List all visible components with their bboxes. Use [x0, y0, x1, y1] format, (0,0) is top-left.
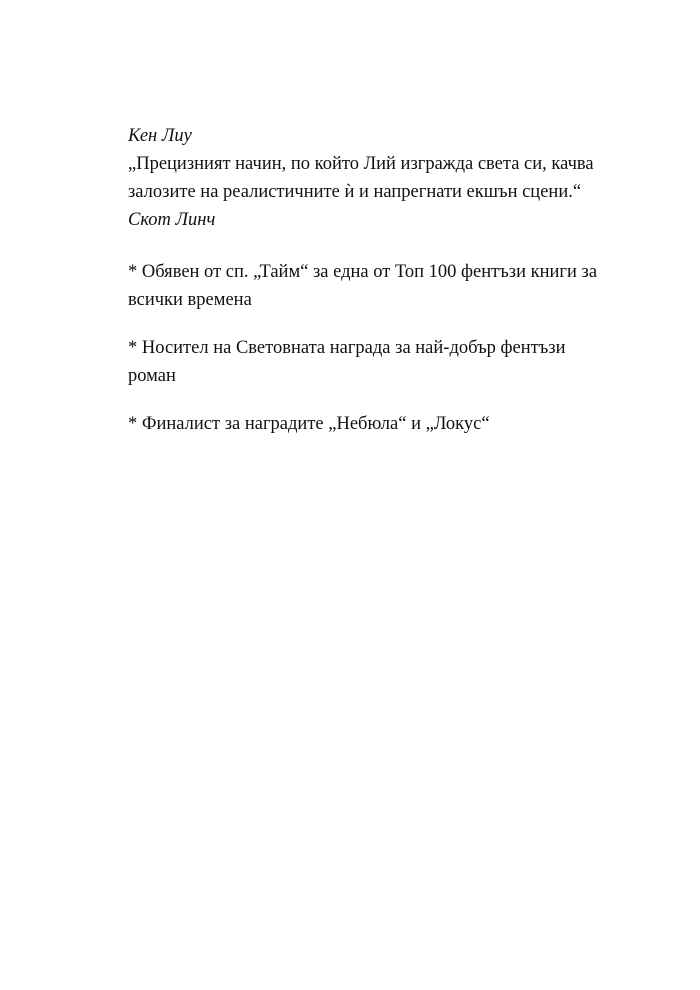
quote-text-scott-lynch: „Прецизният начин, по който Лий изгражда света си, качва залозите на реалистичните ѝ и напрегнати екшън сцени.“: [128, 154, 594, 202]
page-content: [128, 122, 598, 438]
award-bullet-nebula-locus: * Финалист за наградите „Небюла“ и „Локус“: [128, 414, 490, 434]
quote-author-scott-lynch: Скот Линч: [128, 210, 216, 230]
award-bullet-world-fantasy: * Носител на Световната награда за най-добър фентъзи роман: [128, 338, 566, 386]
award-bullet-time: * Обявен от сп. „Тайм“ за една от Топ 100 фентъзи книги за всички времена: [128, 262, 598, 310]
quote-author-ken-liu: Кен Лиу: [128, 126, 192, 146]
